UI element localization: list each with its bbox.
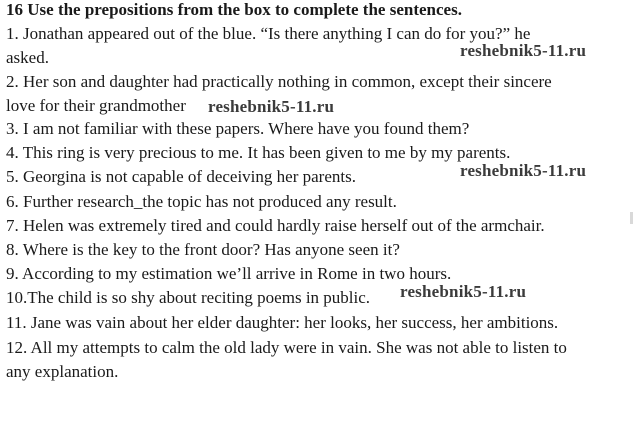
sentence-line: 11. Jane was vain about her elder daughter: her looks, her success, her ambitions. [6, 313, 559, 332]
watermark-text: reshebnik5-11.ru [400, 282, 527, 301]
sentence-line: 10.The child is so shy about reciting poems in public. [6, 288, 371, 307]
sentence-line: 3. I am not familiar with these papers. Where have you found them? [6, 119, 470, 138]
sentence-line: asked. [6, 48, 49, 67]
watermark-text: reshebnik5-11.ru [460, 161, 587, 180]
sentence-line: love for their grandmother [6, 96, 186, 115]
sentence-line: 4. This ring is very precious to me. It has been given to me by my parents. [6, 143, 511, 162]
sentence-line: 6. Further research_the topic has not produced any result. [6, 192, 397, 211]
sentence-line: 12. All my attempts to calm the old lady were in vain. She was not able to listen to [6, 338, 567, 357]
exercise-title: 16 Use the prepositions from the box to complete the sentences. [6, 0, 462, 19]
sentence-line: 2. Her son and daughter had practically nothing in common, except their sincere [6, 72, 552, 91]
sentence-line: 9. According to my estimation we’ll arrive in Rome in two hours. [6, 264, 452, 283]
watermark-text: reshebnik5-11.ru [208, 97, 335, 116]
sentence-line: 5. Georgina is not capable of deceiving her parents. [6, 167, 356, 186]
sentence-line: 1. Jonathan appeared out of the blue. “Is there anything I can do for you?” he [6, 24, 531, 43]
watermark-text: reshebnik5-11.ru [460, 41, 587, 60]
sentence-line: 8. Where is the key to the front door? Has anyone seen it? [6, 240, 400, 259]
sentence-line: 7. Helen was extremely tired and could hardly raise herself out of the armchair. [6, 216, 545, 235]
sentence-line: any explanation. [6, 362, 119, 381]
